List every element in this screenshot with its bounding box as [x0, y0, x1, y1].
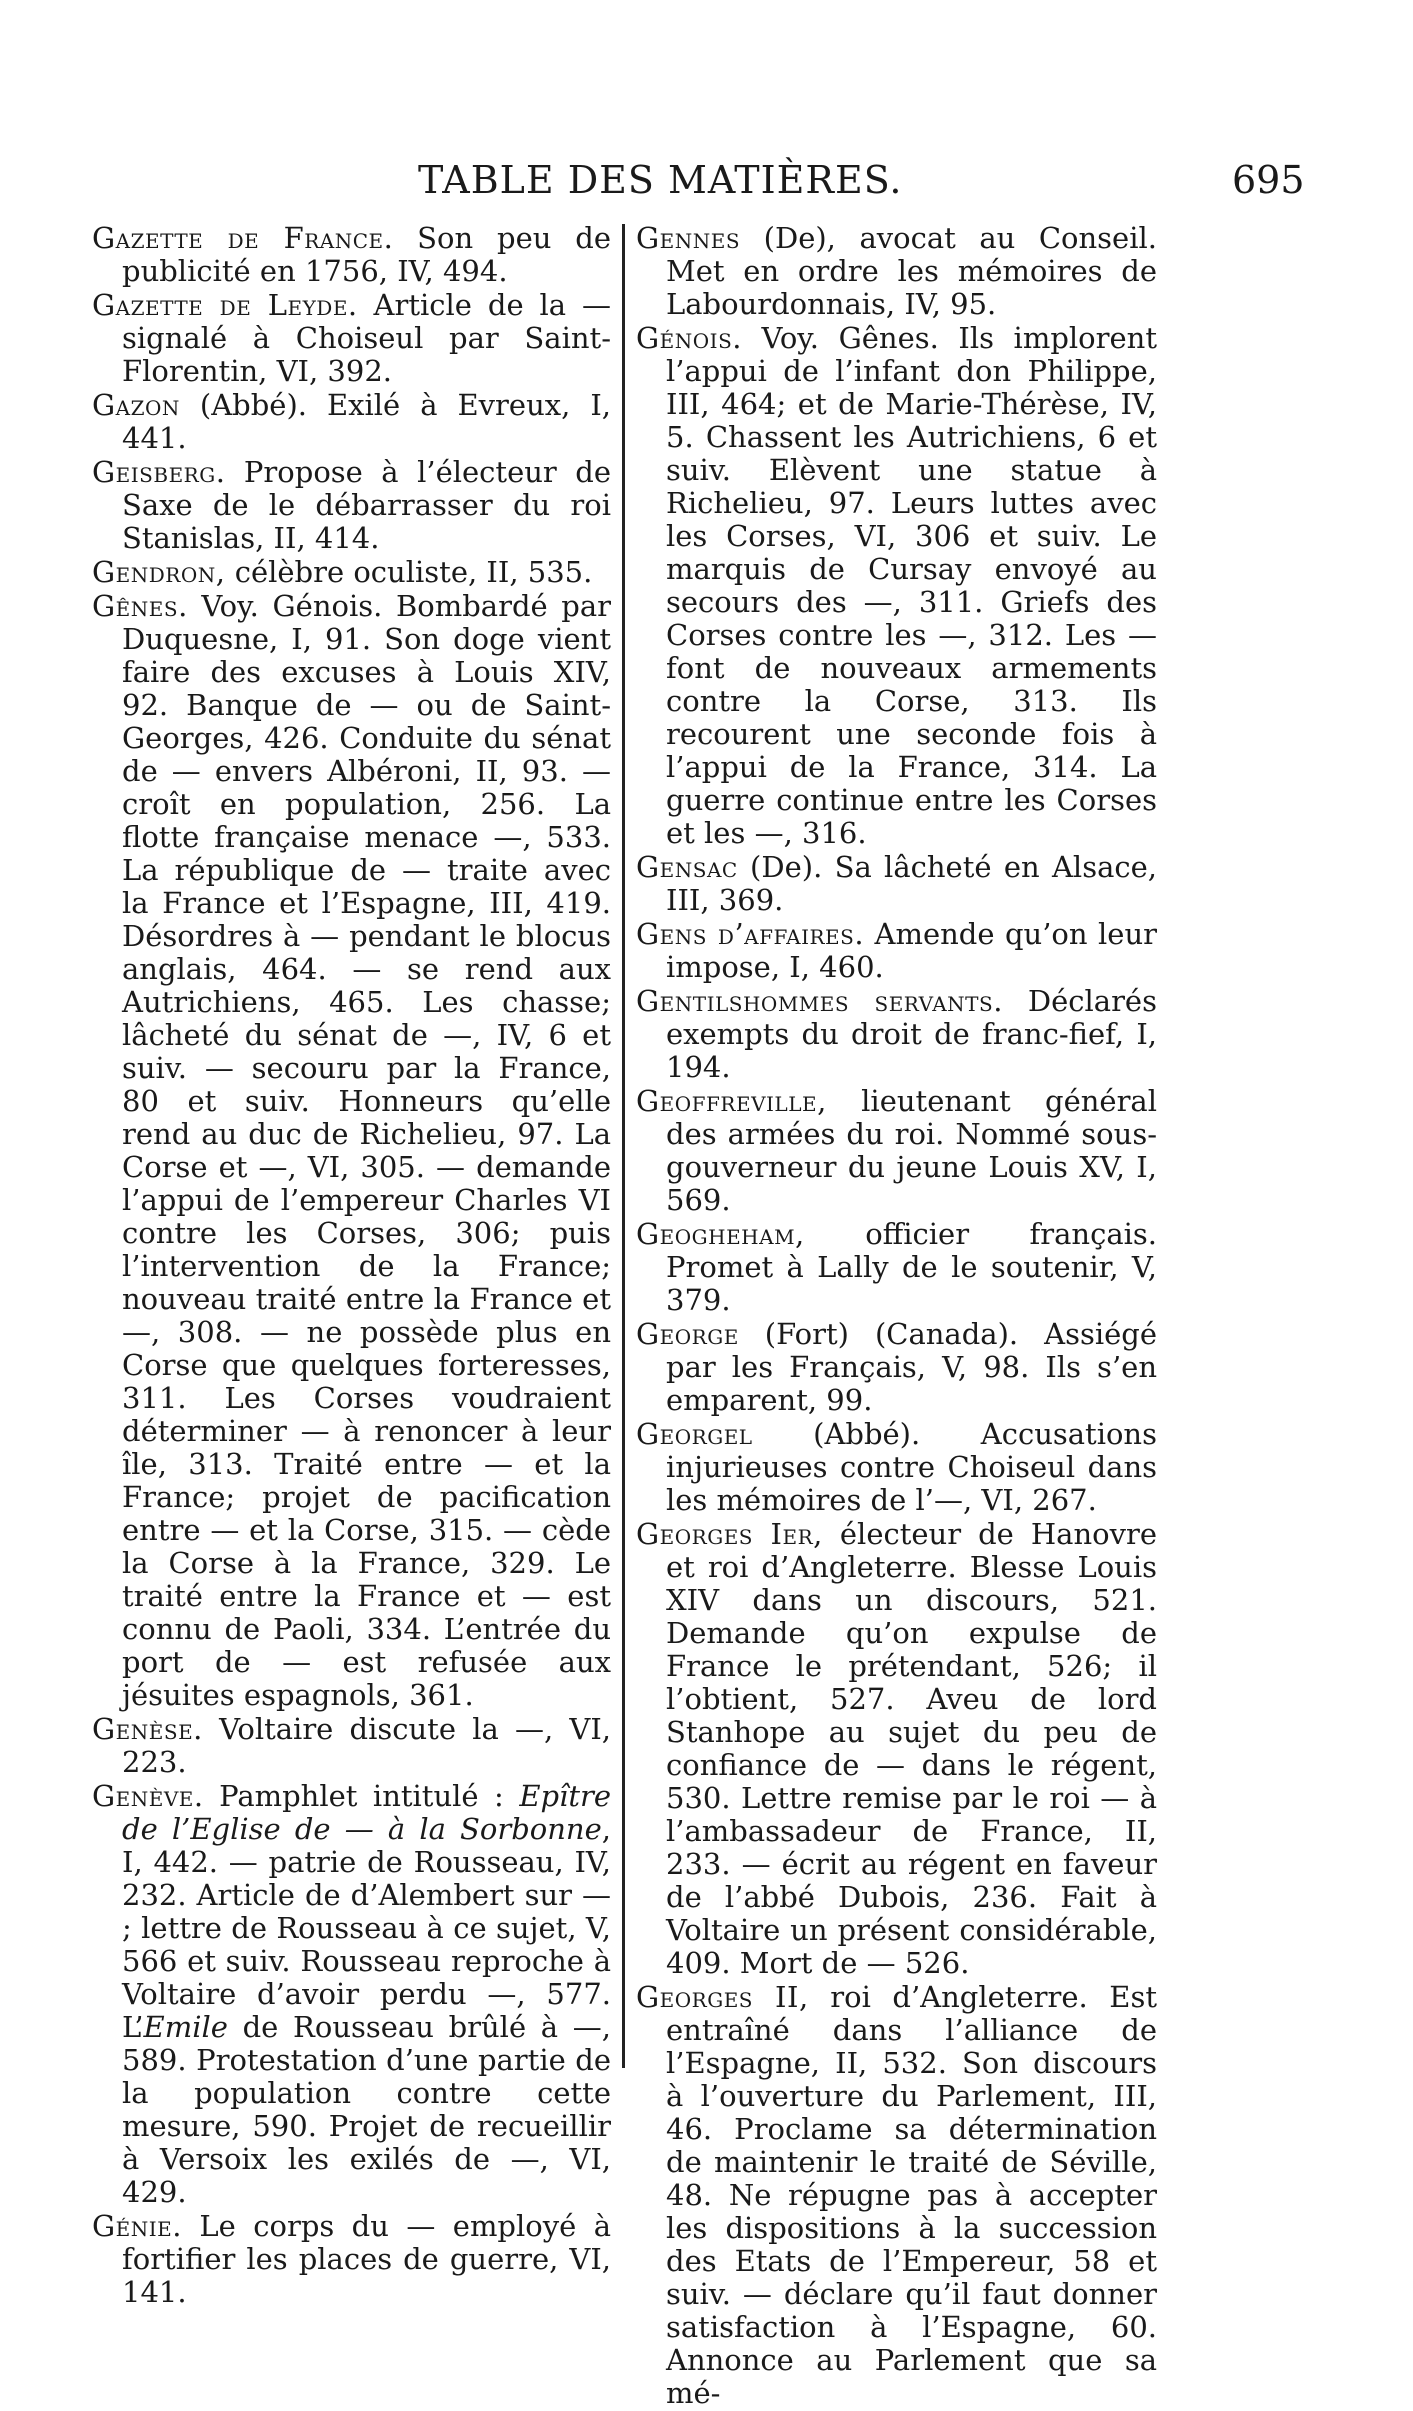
headword: Gênes. [92, 589, 188, 623]
headword: Gazette de Leyde. [92, 288, 358, 322]
headword: Genève. [92, 1779, 204, 1813]
entry-text: Amende qu’on leur impose, I, 460. [666, 917, 1157, 984]
entry-text: (Abbé). Exilé à Evreux, I, 441. [122, 388, 611, 455]
entry-text: roi d’Angleterre. Est entraîné dans l’alliance de l’Espagne, II, 532. Son discours à l’ouverture du Parlement, III, 46. Proclame sa détermination de maintenir le traité de Séville, 48. Ne répugne pas à accepter les dispositions à la succession des Etats de l’Empereur, 58 et suiv. — déclare qu’il faut donner satisfaction à l’Espagne, 60. Annonce au Parlement que sa mé- [666, 1980, 1157, 2410]
index-entry-genie [92, 2210, 611, 2309]
index-entry-george-fort [636, 1318, 1157, 1417]
headword: Georges II, [636, 1980, 809, 2014]
index-entry-geoffreville [636, 1085, 1157, 1217]
entry-text: Le corps du — employé à fortifier les places de guerre, VI, 141. [122, 2209, 611, 2309]
entry-italic-title: Emile [143, 2010, 228, 2044]
index-entry-gens-d-affaires [636, 918, 1157, 984]
headword: Georgel [636, 1417, 753, 1451]
index-entry-geneve [92, 1780, 611, 2209]
entry-text: Déclarés exempts du droit de franc-fief, I, 194. [666, 984, 1157, 1084]
entry-text: célèbre oculiste, II, 535. [225, 555, 593, 589]
headword: Georges Ier, [636, 1517, 823, 1551]
index-entry-genes [92, 590, 611, 1712]
entry-text: (Abbé). Accusations injurieuses contre Choiseul dans les mémoires de l’—, VI, 267. [666, 1417, 1157, 1517]
index-entry-gazette-de-leyde [92, 289, 611, 388]
index-entry-georges-ii [636, 1981, 1157, 2410]
entry-text: officier français. Promet à Lally de le soutenir, V, 379. [666, 1217, 1157, 1317]
right-column [636, 222, 1157, 2411]
headword: Gennes [636, 221, 741, 255]
entry-text: Propose à l’électeur de Saxe de le débarrasser du roi Stanislas, II, 414. [122, 455, 611, 555]
headword: Génois. [636, 321, 742, 355]
index-entry-geisberg [92, 456, 611, 555]
entry-text: (Fort) (Canada). Assiégé par les Français, V, 98. Ils s’en emparent, 99. [666, 1317, 1157, 1417]
headword: Geisberg. [92, 455, 226, 489]
index-entry-genese [92, 1713, 611, 1779]
headword: Génie. [92, 2209, 182, 2243]
index-entry-geogheham [636, 1218, 1157, 1317]
index-entry-georges-i [636, 1518, 1157, 1980]
headword: Gentilshommes servants. [636, 984, 1003, 1018]
left-column [92, 222, 611, 2310]
index-entry-georgel [636, 1418, 1157, 1517]
entry-text: Article de la — signalé à Choiseul par Saint-Florentin, VI, 392. [122, 288, 611, 388]
entry-italic-title: Epître de l’Eglise de — à la Sorbonne [122, 1779, 611, 1846]
headword: Gens d’affaires. [636, 917, 865, 951]
entry-text: Pamphlet intitulé : [203, 1779, 520, 1813]
index-entry-gazon [92, 389, 611, 455]
page-title: TABLE DES MATIÈRES. [418, 158, 903, 202]
entry-text: (De), avocat au Conseil. Met en ordre les mémoires de Labourdonnais, IV, 95. [666, 221, 1157, 321]
entry-text: lieutenant général des armées du roi. Nommé sous-gouverneur du jeune Louis XV, I, 569. [666, 1084, 1157, 1217]
index-entry-gentilshommes-servants [636, 985, 1157, 1084]
running-header [0, 158, 1413, 208]
entry-text: , I, 442. — patrie de Rousseau, IV, 232. Article de d’Alembert sur — ; lettre de Rousseau à ce sujet, V, 566 et suiv. Rousseau reproche à Voltaire d’avoir perdu —, 577. L’ [122, 1812, 611, 2044]
index-entry-genois [636, 322, 1157, 850]
headword: Gendron, [92, 555, 226, 589]
page-number: 695 [1232, 158, 1305, 202]
headword: Gazon [92, 388, 180, 422]
entry-text: de Rousseau brûlé à —, 589. Protestation d’une partie de la population contre cette mesure, 590. Projet de recueillir à Versoix les exilés de —, VI, 429. [122, 2010, 611, 2209]
headword: Geogheham, [636, 1217, 805, 1251]
entry-text: Voltaire discute la —, VI, 223. [122, 1712, 611, 1779]
entry-text: Voy. Gênes. Ils implorent l’appui de l’infant don Philippe, III, 464; et de Marie-Thérèse, IV, 5. Chassent les Autrichiens, 6 et suiv. Elèvent une statue à Richelieu, 97. Leurs luttes avec les Corses, VI, 306 et suiv. Le marquis de Cursay envoyé au secours des —, 311. Griefs des Corses contre les —, 312. Les — font de nouveaux armements contre la Corse, 313. Ils recourent une seconde fois à l’appui de la France, 314. La guerre continue entre les Corses et les —, 316. [666, 321, 1157, 850]
headword: Geoffreville, [636, 1084, 827, 1118]
headword: Genèse. [92, 1712, 203, 1746]
index-entry-gazette-de-france [92, 222, 611, 288]
entry-text: Son peu de publicité en 1756, IV, 494. [122, 221, 611, 288]
entry-text: Voy. Génois. Bombardé par Duquesne, I, 91. Son doge vient faire des excuses à Louis XIV, 92. Banque de — ou de Saint-Georges, 426. Conduite du sénat de — envers Albéroni, II, 93. — croît en population, 256. La flotte française menace —, 533. La république de — traite avec la France et l’Espagne, III, 419. Désordres à — pendant le blocus anglais, 464. — se rend aux Autrichiens, 465. Les chasse; lâcheté du sénat de —, IV, 6 et suiv. — secouru par la France, 80 et suiv. Honneurs qu’elle rend au duc de Richelieu, 97. La Corse et —, VI, 305. — demande l’appui de l’empereur Charles VI contre les Corses, 306; puis l’intervention de la France; nouveau traité entre la France et —, 308. — ne possède plus en Corse que quelques forteresses, 311. Les Corses voudraient déterminer — à renoncer à leur île, 313. Traité entre — et la France; projet de pacification entre — et la Corse, 315. — cède la Corse à la France, 329. Le traité entre la France et — est connu de Paoli, 334. L’entrée du port de — est refusée aux jésuites espagnols, 361. [122, 589, 611, 1712]
headword: Gensac [636, 850, 738, 884]
entry-text: électeur de Hanovre et roi d’Angleterre. Blesse Louis XIV dans un discours, 521. Demande qu’on expulse de France le prétendant, 526; il l’obtient, 527. Aveu de lord Stanhope au sujet du peu de confiance de — dans le régent, 530. Lettre remise par le roi — à l’ambassadeur de France, II, 233. — écrit au régent en faveur de l’abbé Dubois, 236. Fait à Voltaire un présent considérable, 409. Mort de — 526. [666, 1517, 1157, 1980]
headword: Gazette de France. [92, 221, 394, 255]
index-entry-gennes [636, 222, 1157, 321]
index-entry-gendron [92, 556, 611, 589]
index-entry-gensac [636, 851, 1157, 917]
column-divider [622, 224, 625, 2068]
headword: George [636, 1317, 739, 1351]
entry-text: (De). Sa lâcheté en Alsace, III, 369. [666, 850, 1157, 917]
